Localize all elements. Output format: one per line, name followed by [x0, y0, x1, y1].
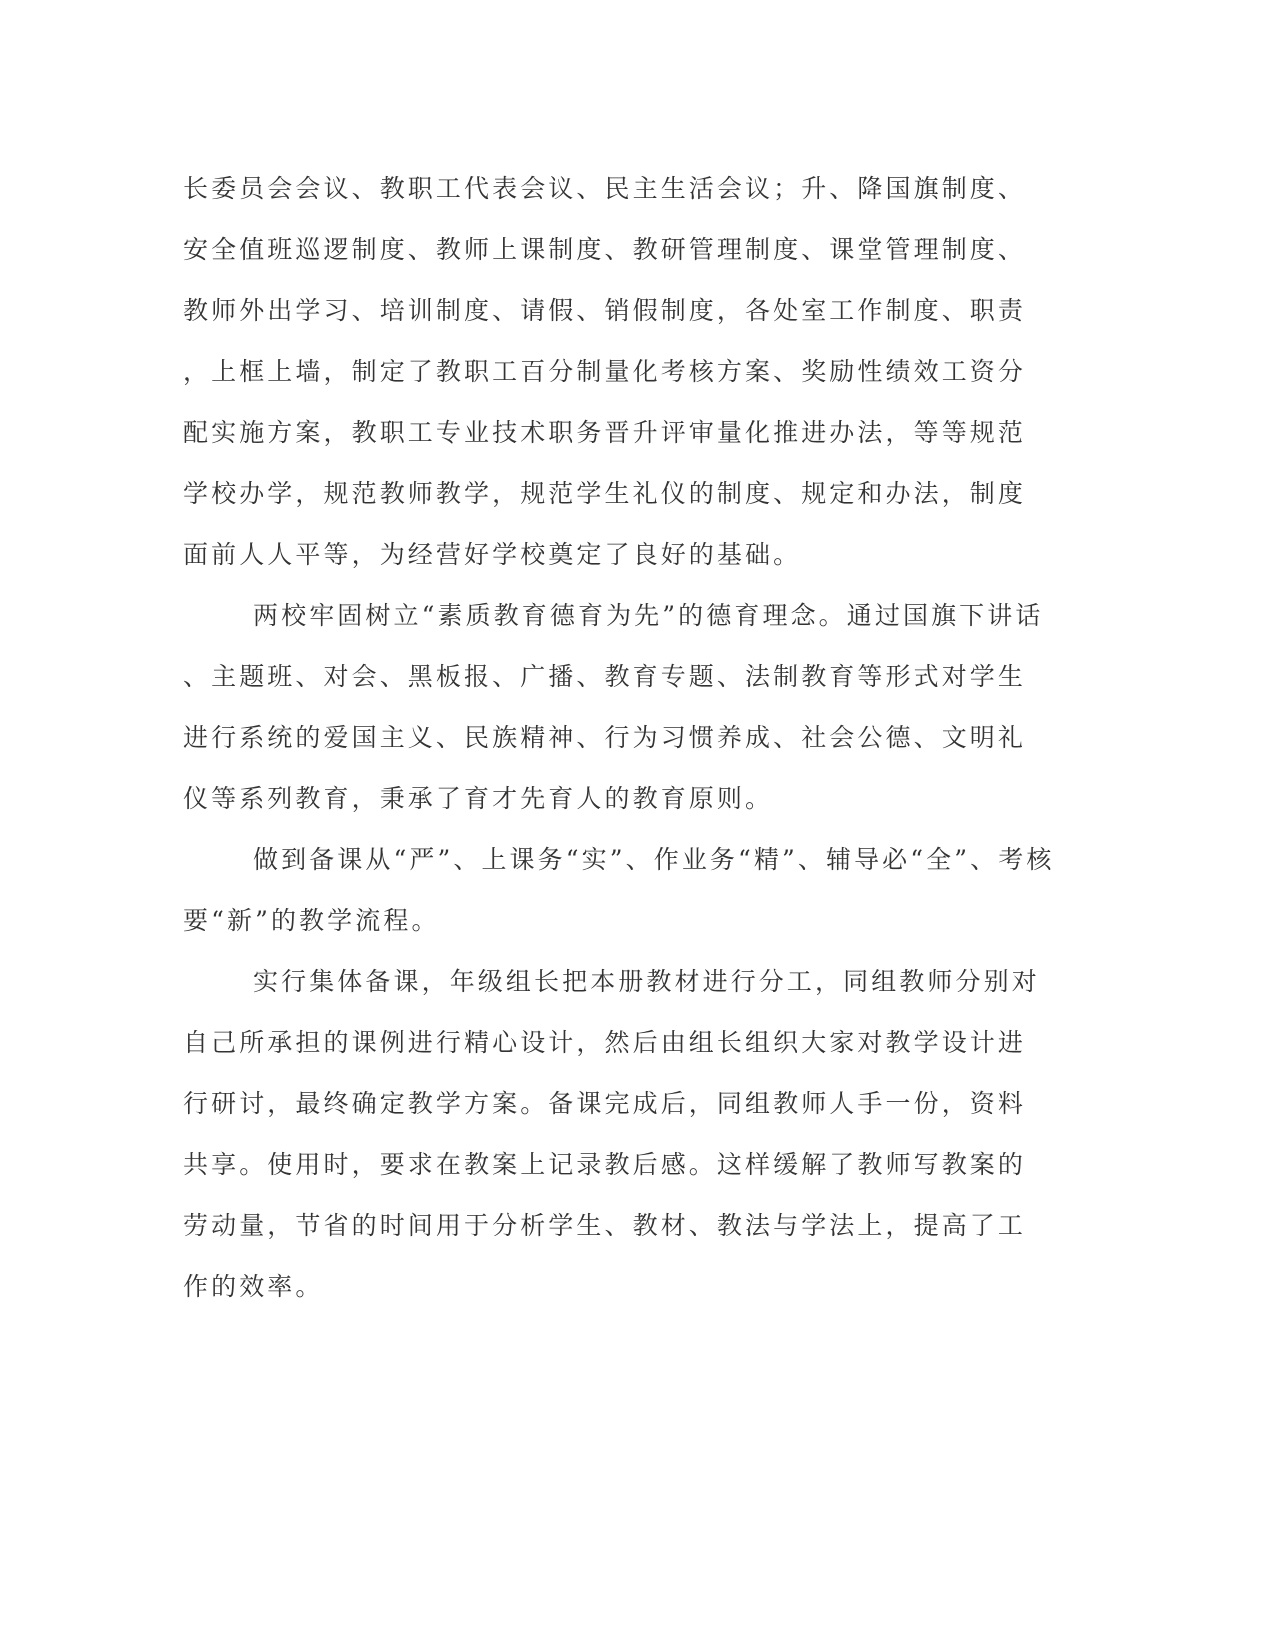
text-line: 配实施方案，教职工专业技术职务晋升评审量化推进办法，等等规范 [183, 418, 1027, 447]
text-line: 安全值班巡逻制度、教师上课制度、教研管理制度、课堂管理制度、 [183, 235, 1027, 264]
text-line: 实行集体备课，年级组长把本册教材进行分工，同组教师分别对 [253, 967, 1040, 996]
text-line: 长委员会会议、教职工代表会议、民主生活会议；升、降国旗制度、 [183, 174, 1027, 203]
text-line: 行研讨，最终确定教学方案。备课完成后，同组教师人手一份，资料 [183, 1089, 1027, 1118]
text-line: 要“新”的教学流程。 [183, 906, 440, 935]
text-line: 劳动量，节省的时间用于分析学生、教材、教法与学法上，提高了工 [183, 1211, 1027, 1240]
text-line: 面前人人平等，为经营好学校奠定了良好的基础。 [183, 540, 802, 569]
text-line: 教师外出学习、培训制度、请假、销假制度，各处室工作制度、职责 [183, 296, 1027, 325]
text-line: 自己所承担的课例进行精心设计，然后由组长组织大家对教学设计进 [183, 1028, 1027, 1057]
text-line: 作的效率。 [183, 1272, 324, 1301]
text-line: 仪等系列教育，秉承了育才先育人的教育原则。 [183, 784, 774, 813]
text-line: 学校办学，规范教师教学，规范学生礼仪的制度、规定和办法，制度 [183, 479, 1027, 508]
text-line: 两校牢固树立“素质教育德育为先”的德育理念。通过国旗下讲话 [253, 601, 1044, 630]
text-line: 共享。使用时，要求在教案上记录教后感。这样缓解了教师写教案的 [183, 1150, 1027, 1179]
text-line: 进行系统的爱国主义、民族精神、行为习惯养成、社会公德、文明礼 [183, 723, 1027, 752]
document-body [183, 158, 1063, 1317]
text-line: 做到备课从“严”、上课务“实”、作业务“精”、辅导必“全”、考核 [253, 845, 1055, 874]
text-line: 、主题班、对会、黑板报、广播、教育专题、法制教育等形式对学生 [183, 662, 1027, 691]
text-line: ，上框上墙，制定了教职工百分制量化考核方案、奖励性绩效工资分 [183, 357, 1027, 386]
